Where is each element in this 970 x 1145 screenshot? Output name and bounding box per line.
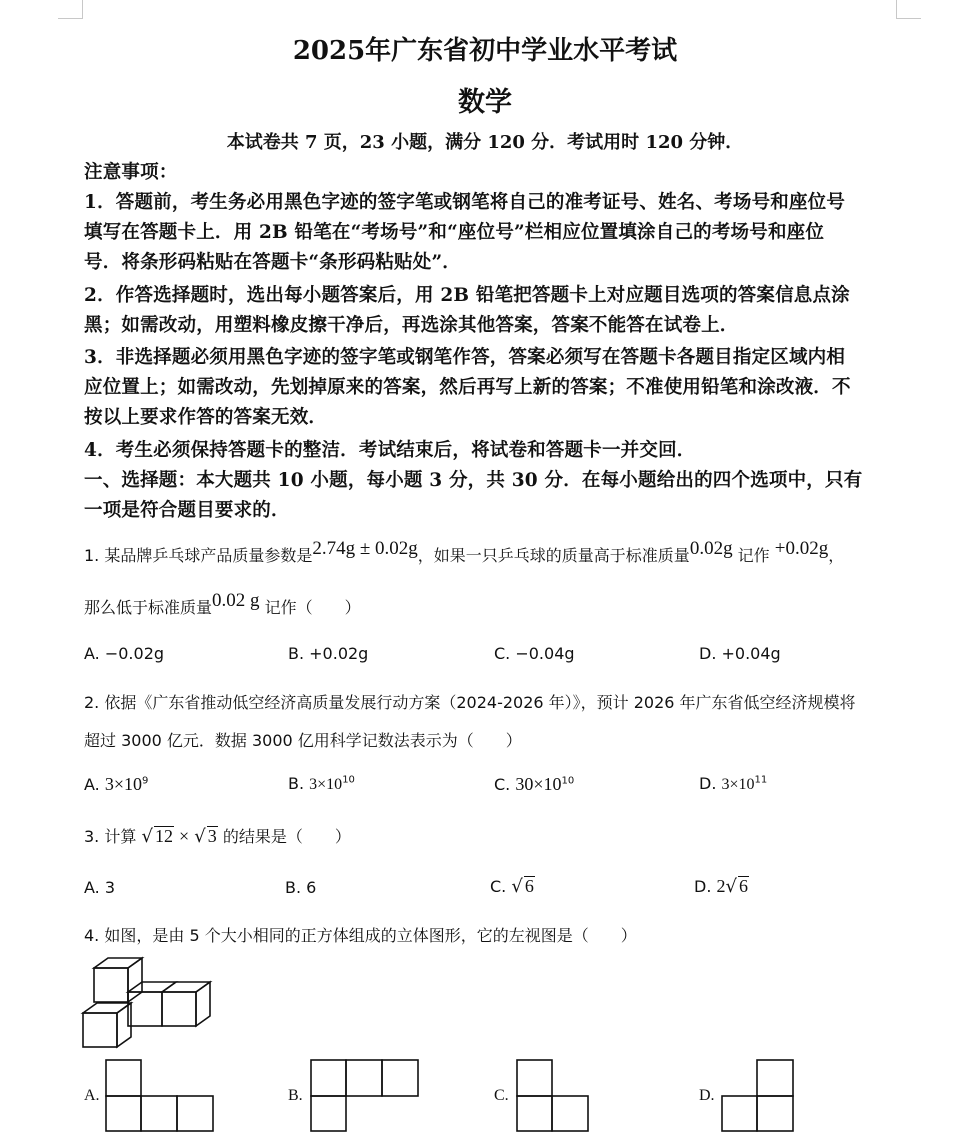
notice-line: 4．考生必须保持答题卡的整洁．考试结束后，将试卷和答题卡一并交回． xyxy=(84,440,696,461)
q2-option-exp: 9 xyxy=(142,775,149,787)
q4-option-b-figure xyxy=(309,1058,421,1134)
cube-middle xyxy=(128,992,162,1026)
q3-option-b xyxy=(285,878,316,897)
page-corner-mark-right xyxy=(896,0,921,19)
q3-option-label: C. xyxy=(490,877,507,896)
q4-option-d-label: D. xyxy=(699,1087,715,1104)
q3-radicand: 12 xyxy=(154,826,173,846)
notice-line: 2．作答选择题时，选出每小题答案后，用 2B 铅笔把答题卡上对应题目选项的答案信息点涂 xyxy=(84,285,850,306)
q1-text: 1. 某品牌乒乓球产品质量参数是 xyxy=(84,546,313,565)
sqrt-icon: √ xyxy=(725,876,737,897)
q1-math-mass: 0.02 g xyxy=(212,590,260,611)
notice-line: 应位置上；如需改动，先划掉原来的答案，然后再写上新的答案；不准使用铅笔和涂改液．不 xyxy=(84,377,851,398)
q2-option-label: D. xyxy=(699,774,717,793)
exam-title: 2025年广东省初中学业水平考试 xyxy=(292,36,678,66)
cube-front-left xyxy=(83,1003,131,1047)
q3-text: 的结果是（ ） xyxy=(217,827,351,846)
question-2-line-2: 超过 3000 亿元．数据 3000 亿用科学记数法表示为（ ） xyxy=(84,731,522,750)
q3-option-radicand: 6 xyxy=(524,876,534,896)
q2-option-base: 30×10 xyxy=(515,774,562,794)
notice-line: 1．答题前，考生务必用黑色字迹的签字笔或钢笔将自己的准考证号、姓名、考场号和座位号 xyxy=(84,192,846,213)
question-4: 4. 如图，是由 5 个大小相同的正方体组成的立体图形，它的左视图是（ ） xyxy=(84,926,637,945)
q3-option-value: 3 xyxy=(104,878,116,897)
page-corner-mark-left xyxy=(58,0,83,19)
q2-option-exp: 10 xyxy=(342,774,355,786)
q4-solid-figure xyxy=(80,955,215,1055)
q1-math-plus: +0.02g xyxy=(774,538,829,559)
q2-option-label: A. xyxy=(84,775,100,794)
notice-heading: 注意事项： xyxy=(84,162,178,183)
q3-times: × xyxy=(179,826,190,846)
q4-option-c-figure xyxy=(515,1058,593,1134)
q1-option-d: D. +0.04g xyxy=(699,644,781,663)
q2-option-label: C. xyxy=(494,775,511,794)
notice-line: 3．非选择题必须用黑色字迹的签字笔或钢笔作答，答案必须写在答题卡各题目指定区域内相 xyxy=(84,347,846,368)
cube-top xyxy=(94,958,142,1002)
q4-option-a-figure xyxy=(104,1058,216,1134)
q1-text: ， xyxy=(828,546,845,565)
q3-option-label: A. xyxy=(84,878,100,897)
q2-option-b xyxy=(288,774,355,794)
q2-option-label: B. xyxy=(288,774,305,793)
section-heading: 一、选择题：本大题共 10 小题，每小题 3 分，共 30 分．在每小题给出的四个选项中，只有 xyxy=(84,470,863,491)
q3-text: 3. 计算 xyxy=(84,827,137,846)
q4-option-d-figure xyxy=(720,1058,798,1134)
question-1-line-2 xyxy=(84,590,361,619)
q2-option-exp: 10 xyxy=(561,775,575,787)
q3-option-coef: 2 xyxy=(716,876,726,896)
exam-subject: 数学 xyxy=(458,87,512,118)
cube-right xyxy=(162,992,196,1026)
q3-option-value: 6 xyxy=(306,878,317,897)
q1-text: 记作（ ） xyxy=(259,598,361,617)
question-1-line-1 xyxy=(84,538,845,567)
exam-meta: 本试卷共 7 页，23 小题，满分 120 分．考试用时 120 分钟． xyxy=(226,132,744,153)
q3-option-c xyxy=(490,876,535,897)
notice-line: 黑；如需改动，用塑料橡皮擦干净后，再选涂其他答案，答案不能答在试卷上． xyxy=(84,315,739,336)
q1-option-a: A. −0.02g xyxy=(84,644,165,663)
q2-option-exp: 11 xyxy=(754,774,768,786)
notice-line: 按以上要求作答的答案无效． xyxy=(84,407,328,428)
q3-option-label: B. xyxy=(285,878,302,897)
q3-radicand: 3 xyxy=(207,826,217,846)
q1-option-b: B. +0.02g xyxy=(288,644,369,663)
q2-option-c xyxy=(494,774,574,795)
question-2-line-1: 2. 依据《广东省推动低空经济高质量发展行动方案（2024-2026 年）》，预计 2026 年广东省低空经济规模将 xyxy=(84,693,856,712)
q3-option-a xyxy=(84,878,115,897)
q4-option-b-label: B. xyxy=(288,1087,303,1104)
q2-option-a xyxy=(84,774,148,795)
q3-option-d xyxy=(694,876,749,897)
sqrt-icon: √ xyxy=(194,826,206,847)
q2-option-d xyxy=(699,774,767,794)
q4-option-c-label: C. xyxy=(494,1087,509,1104)
q2-option-base: 3×10 xyxy=(104,774,142,794)
sqrt-icon: √ xyxy=(141,826,153,847)
q1-text: 那么低于标准质量 xyxy=(84,598,213,617)
question-3 xyxy=(84,824,351,847)
q3-option-radicand: 6 xyxy=(738,876,748,896)
q4-option-a-label: A. xyxy=(84,1087,100,1104)
sqrt-icon: √ xyxy=(511,876,523,897)
q3-option-label: D. xyxy=(694,877,712,896)
notice-line: 号．将条形码粘贴在答题卡“条形码粘贴处”． xyxy=(84,252,461,273)
q1-option-c: C. −0.04g xyxy=(494,644,575,663)
q1-math-mass: 0.02g xyxy=(689,538,733,559)
section-heading-cont: 一项是符合题目要求的． xyxy=(84,500,290,521)
q1-text: 记作 xyxy=(732,546,775,565)
q2-option-base: 3×10 xyxy=(721,776,755,793)
notice-line: 填写在答题卡上．用 2B 铅笔在“考场号”和“座位号”栏相应位置填涂自己的考场号和座位 xyxy=(84,222,825,243)
q1-text: ，如果一只乒乓球的质量高于标准质量 xyxy=(417,546,690,565)
q2-option-base: 3×10 xyxy=(309,776,343,793)
q1-math-spec: 2.74g ± 0.02g xyxy=(312,538,418,559)
cube-back-row xyxy=(128,982,210,1026)
